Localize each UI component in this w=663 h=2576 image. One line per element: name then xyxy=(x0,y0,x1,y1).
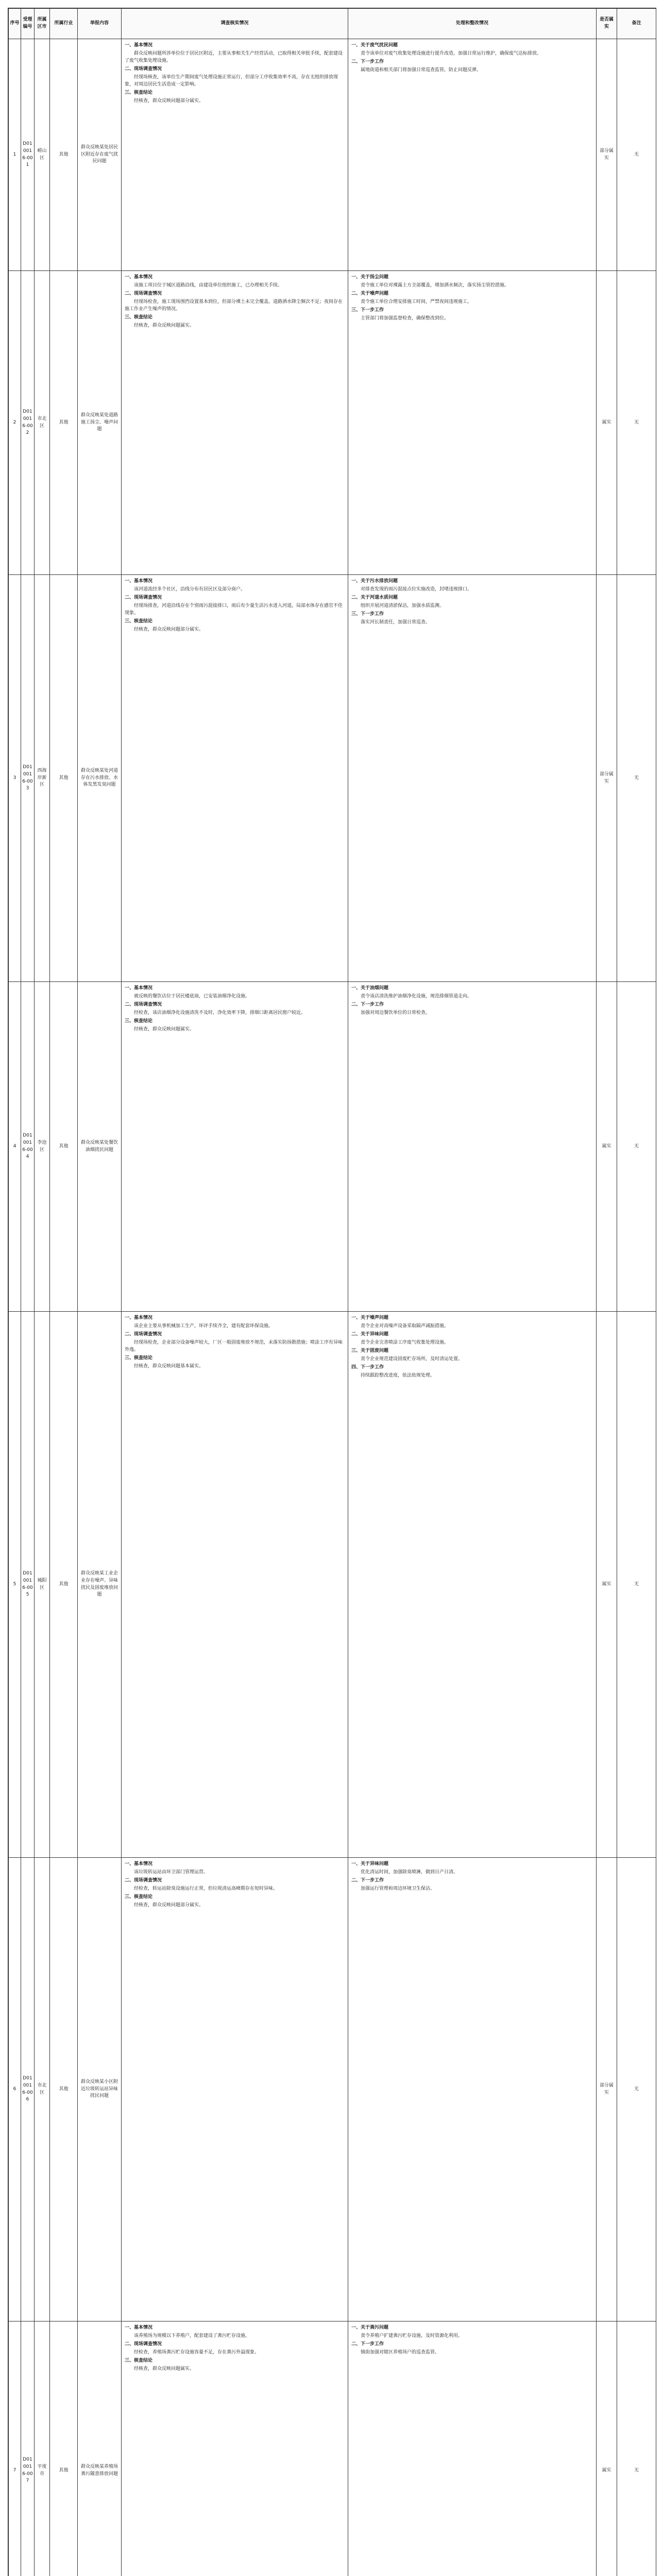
header-no: 序号 xyxy=(9,9,21,39)
row-issue: 群众反映某处居民区附近存在废气扰民问题 xyxy=(78,39,122,271)
row-issue: 群众反映某工业企业存在噪声、异味扰民及固废堆放问题 xyxy=(78,1312,122,1858)
measures-paragraph: 二、关于异味问题 xyxy=(351,1331,389,1337)
row-verdict: 部分属实 xyxy=(597,1858,617,2321)
findings-paragraph: 二、现场调查情况 xyxy=(125,1877,162,1883)
findings-paragraph: 二、现场调查情况 xyxy=(125,2341,162,2347)
findings-paragraph: 经检查，养殖场粪污贮存设施容量不足，存在粪污外溢现象。 xyxy=(134,2349,260,2355)
row-issue: 群众反映某处道路施工扬尘、噪声问题 xyxy=(78,271,122,575)
measures-paragraph: 二、下一步工作 xyxy=(351,2341,384,2347)
findings-paragraph: 二、现场调查情况 xyxy=(125,1331,162,1337)
header-industry: 所属行业 xyxy=(50,9,78,39)
table-row xyxy=(9,2321,656,2576)
measures-paragraph: 一、关于粪污问题 xyxy=(351,2325,389,2330)
row-measures xyxy=(348,1312,597,1858)
findings-paragraph: 一、基本情况 xyxy=(125,986,153,991)
table-row xyxy=(9,39,656,271)
findings-paragraph: 该河道流经多个社区，沿线分布有居民区及部分商户。 xyxy=(134,586,246,592)
row-number: 4 xyxy=(9,982,21,1312)
table-row xyxy=(9,982,656,1312)
measures-paragraph: 镇街加强对辖区养殖场户的巡查监管。 xyxy=(361,2349,440,2355)
table-row xyxy=(9,271,656,575)
findings-paragraph: 经核查，群众反映问题属实。 xyxy=(134,2366,195,2371)
findings-paragraph: 三、核查结论 xyxy=(125,1355,153,1361)
row-verdict: 属实 xyxy=(597,982,617,1312)
measures-paragraph: 二、下一步工作 xyxy=(351,1877,384,1883)
table-row xyxy=(9,1312,656,1858)
findings-paragraph: 二、现场调查情况 xyxy=(125,595,162,600)
findings-paragraph: 经核查，群众反映问题部分属实。 xyxy=(134,1902,204,1908)
findings-paragraph: 被反映的餐饮店位于居民楼底商，已安装油烟净化设施。 xyxy=(134,993,250,999)
row-industry: 其他 xyxy=(50,1858,78,2321)
header-findings: 调查核实情况 xyxy=(122,9,348,39)
row-district: 城阳区 xyxy=(35,1312,50,1858)
measures-paragraph: 属地街道和相关部门将加强日常巡查监管，防止问题反弹。 xyxy=(361,67,482,73)
row-industry: 其他 xyxy=(50,982,78,1312)
findings-paragraph: 三、核查结论 xyxy=(125,2358,153,2363)
measures-paragraph: 优化清运时间，加强除臭喷淋，做到日产日清。 xyxy=(361,1869,458,1875)
row-note: 无 xyxy=(617,39,656,271)
row-industry: 其他 xyxy=(50,2321,78,2576)
measures-paragraph: 责令企业规范建设固废贮存场所，及时清运处置。 xyxy=(361,1356,463,1362)
measures-paragraph: 落实河长制责任，加强日常巡查。 xyxy=(361,619,431,625)
findings-paragraph: 一、基本情况 xyxy=(125,579,153,584)
findings-paragraph: 经现场核查，该单位生产期间废气处理设施正常运行，但部分工序收集效率不高，存在无组织排放现象，对周边居民生活造成一定影响。 xyxy=(125,74,338,87)
row-number: 3 xyxy=(9,575,21,982)
row-code: D010016-001 xyxy=(21,39,35,271)
measures-paragraph: 加强运行管理和周边环境卫生保洁。 xyxy=(361,1886,435,1891)
row-note: 无 xyxy=(617,1858,656,2321)
findings-paragraph: 三、核查结论 xyxy=(125,1018,153,1024)
row-findings xyxy=(122,271,348,575)
measures-paragraph: 责令该单位对废气收集处理设施进行提升改造，加强日常运行维护，确保废气达标排放。 xyxy=(361,50,542,56)
row-district: 平度市 xyxy=(35,2321,50,2576)
row-district: 崂山区 xyxy=(35,39,50,271)
findings-paragraph: 二、现场调查情况 xyxy=(125,66,162,72)
findings-paragraph: 经现场检查，施工现场围挡设置基本到位，但部分裸土未完全覆盖，道路洒水降尘频次不足；夜间存在施工作业产生噪声的情况。 xyxy=(125,299,343,312)
row-measures xyxy=(348,982,597,1312)
row-code: D010016-002 xyxy=(21,271,35,575)
row-findings xyxy=(122,2321,348,2576)
row-code: D010016-003 xyxy=(21,575,35,982)
header-measures: 处理和整改情况 xyxy=(348,9,597,39)
measures-paragraph: 一、关于污水排放问题 xyxy=(351,579,398,584)
table-row xyxy=(9,1858,656,2321)
measures-paragraph: 三、关于固废问题 xyxy=(351,1348,389,1353)
row-verdict: 属实 xyxy=(597,271,617,575)
row-verdict: 属实 xyxy=(597,1312,617,1858)
measures-paragraph: 责令施工单位合理安排施工时间，严禁夜间违规施工。 xyxy=(361,299,472,304)
row-industry: 其他 xyxy=(50,271,78,575)
measures-paragraph: 一、关于油烟问题 xyxy=(351,986,389,991)
measures-paragraph: 一、关于废气扰民问题 xyxy=(351,43,398,48)
findings-paragraph: 经核查，群众反映问题属实。 xyxy=(134,1026,195,1032)
row-issue: 群众反映某小区附近垃圾转运站异味扰民问题 xyxy=(78,1858,122,2321)
header-district: 所属区市 xyxy=(35,9,50,39)
complaint-table xyxy=(8,8,656,2576)
measures-paragraph: 责令该店清洗维护油烟净化设施，规范排烟管道走向。 xyxy=(361,993,472,999)
header-code: 受理编号 xyxy=(21,9,35,39)
findings-paragraph: 三、核查结论 xyxy=(125,90,153,95)
row-findings xyxy=(122,1858,348,2321)
row-code: D010016-006 xyxy=(21,1858,35,2321)
row-note: 无 xyxy=(617,2321,656,2576)
findings-paragraph: 经核查，群众反映问题属实。 xyxy=(134,323,195,328)
measures-paragraph: 二、下一步工作 xyxy=(351,59,384,64)
measures-paragraph: 二、下一步工作 xyxy=(351,1002,384,1007)
report-page xyxy=(8,8,656,2576)
row-industry: 其他 xyxy=(50,1312,78,1858)
findings-paragraph: 三、核查结论 xyxy=(125,1894,153,1900)
row-measures xyxy=(348,271,597,575)
header-issue: 举报内容 xyxy=(78,9,122,39)
row-findings xyxy=(122,575,348,982)
row-note: 无 xyxy=(617,1312,656,1858)
row-code: D010016-004 xyxy=(21,982,35,1312)
row-measures xyxy=(348,1858,597,2321)
measures-paragraph: 加强对周边餐饮单位的日常检查。 xyxy=(361,1010,431,1015)
row-findings xyxy=(122,1312,348,1858)
measures-paragraph: 对排查发现的雨污混接点位实施改造，封堵违规排口。 xyxy=(361,586,472,592)
findings-paragraph: 一、基本情况 xyxy=(125,2325,153,2330)
measures-paragraph: 二、关于河道水质问题 xyxy=(351,595,398,600)
table-body xyxy=(9,39,656,2576)
findings-paragraph: 经核查，群众反映问题部分属实。 xyxy=(134,626,204,632)
findings-paragraph: 经现场检查，企业部分设备噪声较大，厂区一般固废堆放不规范，未落实防扬散措施；喷涂工序有异味外逸。 xyxy=(125,1340,343,1352)
findings-paragraph: 一、基本情况 xyxy=(125,43,153,48)
row-number: 2 xyxy=(9,271,21,575)
row-code: D010016-007 xyxy=(21,2321,35,2576)
table-row xyxy=(9,575,656,982)
row-note: 无 xyxy=(617,271,656,575)
findings-paragraph: 经检查，该店油烟净化设施清洗不及时，净化效率下降，排烟口距离居民窗户较近。 xyxy=(134,1010,306,1015)
row-industry: 其他 xyxy=(50,575,78,982)
row-number: 6 xyxy=(9,1858,21,2321)
findings-paragraph: 经核查，群众反映问题部分属实。 xyxy=(134,98,204,104)
findings-paragraph: 该养殖场为规模以下养殖户，配套建设了粪污贮存设施。 xyxy=(134,2333,250,2338)
measures-paragraph: 四、下一步工作 xyxy=(351,1364,384,1370)
row-measures xyxy=(348,575,597,982)
row-findings xyxy=(122,39,348,271)
findings-paragraph: 一、基本情况 xyxy=(125,1861,153,1867)
row-number: 7 xyxy=(9,2321,21,2576)
findings-paragraph: 三、核查结论 xyxy=(125,314,153,320)
measures-paragraph: 二、关于噪声问题 xyxy=(351,291,389,296)
row-verdict: 部分属实 xyxy=(597,575,617,982)
row-note: 无 xyxy=(617,575,656,982)
findings-paragraph: 该施工项目位于城区道路沿线，由建设单位组织施工，已办理相关手续。 xyxy=(134,282,283,288)
findings-paragraph: 二、现场调查情况 xyxy=(125,291,162,296)
findings-paragraph: 经检查，转运站除臭设施运行正常，但垃圾清运高峰期存在短时异味。 xyxy=(134,1886,278,1891)
row-verdict: 部分属实 xyxy=(597,39,617,271)
measures-paragraph: 主管部门将加强监督检查，确保整改到位。 xyxy=(361,315,449,321)
row-verdict: 属实 xyxy=(597,2321,617,2576)
row-district: 李沧区 xyxy=(35,982,50,1312)
findings-paragraph: 二、现场调查情况 xyxy=(125,1002,162,1007)
header-note: 备注 xyxy=(617,9,656,39)
measures-paragraph: 责令施工单位对裸露土方全部覆盖，增加洒水频次，落实扬尘管控措施。 xyxy=(361,282,509,288)
row-district: 西海岸新区 xyxy=(35,575,50,982)
findings-paragraph: 经核查，群众反映问题基本属实。 xyxy=(134,1363,204,1369)
header-verdict: 是否属实 xyxy=(597,9,617,39)
measures-paragraph: 责令企业对高噪声设备采取隔声减振措施。 xyxy=(361,1323,449,1329)
row-district: 市北区 xyxy=(35,271,50,575)
row-industry: 其他 xyxy=(50,39,78,271)
measures-paragraph: 责令养殖户扩建粪污贮存设施，及时资源化利用。 xyxy=(361,2333,463,2338)
measures-paragraph: 持续跟踪整改进度，依法依规处理。 xyxy=(361,1372,435,1378)
row-measures xyxy=(348,2321,597,2576)
findings-paragraph: 一、基本情况 xyxy=(125,275,153,280)
findings-paragraph: 群众反映问题所涉单位位于居民区附近，主要从事相关生产经营活动，已取得相关审批手续，配套建设了废气收集处理设施。 xyxy=(125,50,343,63)
row-note: 无 xyxy=(617,982,656,1312)
findings-paragraph: 该企业主要从事机械加工生产，环评手续齐全，建有配套环保设施。 xyxy=(134,1323,274,1329)
row-issue: 群众反映某处餐饮油烟扰民问题 xyxy=(78,982,122,1312)
findings-paragraph: 该垃圾转运站由环卫部门管理运营。 xyxy=(134,1869,209,1875)
row-issue: 群众反映某处河道存在污水排放、水体发黑发臭问题 xyxy=(78,575,122,982)
row-findings xyxy=(122,982,348,1312)
measures-paragraph: 组织开展河道清淤保洁，加强水质监测。 xyxy=(361,603,445,608)
measures-paragraph: 一、关于异味问题 xyxy=(351,1861,389,1867)
row-district: 市北区 xyxy=(35,1858,50,2321)
findings-paragraph: 经现场排查，河道沿线存在个别雨污混接排口，雨后有少量生活污水进入河道，局部水体存在感官不佳现象。 xyxy=(125,603,343,616)
row-number: 1 xyxy=(9,39,21,271)
row-code: D010016-005 xyxy=(21,1312,35,1858)
findings-paragraph: 一、基本情况 xyxy=(125,1315,153,1320)
row-issue: 群众反映某养殖场粪污随意排放问题 xyxy=(78,2321,122,2576)
findings-paragraph: 三、核查结论 xyxy=(125,618,153,624)
measures-paragraph: 一、关于扬尘问题 xyxy=(351,275,389,280)
row-measures xyxy=(348,39,597,271)
measures-paragraph: 一、关于噪声问题 xyxy=(351,1315,389,1320)
measures-paragraph: 三、下一步工作 xyxy=(351,307,384,313)
row-number: 5 xyxy=(9,1312,21,1858)
measures-paragraph: 三、下一步工作 xyxy=(351,611,384,617)
table-header xyxy=(9,9,656,39)
measures-paragraph: 责令企业完善喷涂工序废气收集处理设施。 xyxy=(361,1340,449,1345)
